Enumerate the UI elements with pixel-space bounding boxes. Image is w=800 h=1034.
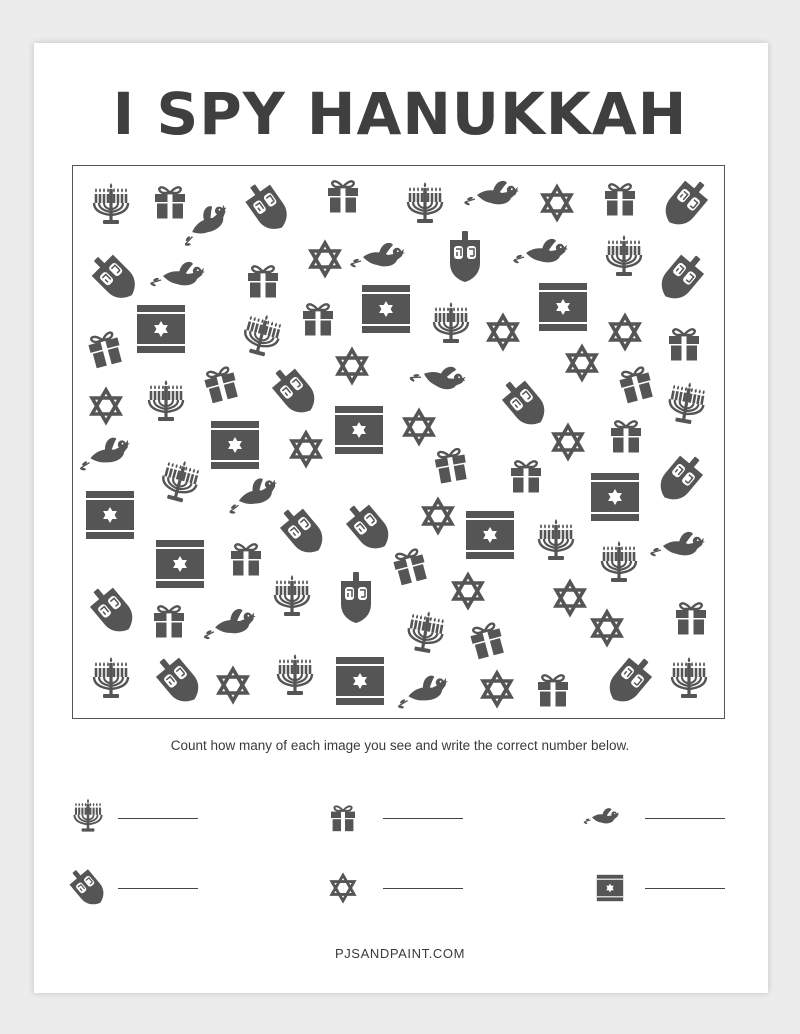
gift-icon (392, 548, 429, 586)
oil-box-icon (86, 491, 134, 539)
star-of-david-icon (593, 612, 621, 644)
menorah-icon (666, 379, 707, 425)
menorah-icon (149, 380, 183, 421)
menorah-icon (94, 183, 128, 224)
dreidel-icon (66, 866, 110, 910)
dove-icon (200, 606, 259, 640)
gift-icon (605, 184, 635, 216)
gift-icon (87, 331, 124, 369)
menorah-icon (434, 302, 468, 343)
dreidel-icon (240, 177, 294, 236)
i-spy-picture-grid (72, 165, 725, 719)
gift-icon (155, 187, 185, 219)
dove-icon (350, 243, 405, 268)
star-of-david-icon (568, 347, 596, 379)
oil-box-icon (466, 511, 514, 559)
gift-icon (321, 796, 365, 840)
dove-icon (513, 239, 568, 264)
star-of-david-icon (611, 316, 639, 348)
dreidel-icon (274, 502, 330, 560)
star-of-david-icon (405, 411, 433, 443)
menorah-icon (602, 541, 636, 582)
gift-icon (328, 181, 358, 213)
star-of-david-icon (454, 575, 482, 607)
dove-icon (650, 532, 705, 557)
gift-icon (676, 603, 706, 635)
answer-blank-line[interactable] (383, 888, 463, 889)
menorah-icon (275, 575, 309, 616)
dove-icon (74, 434, 134, 473)
menorah-icon (240, 310, 283, 358)
menorah-icon (672, 657, 706, 698)
i-spy-icons (73, 166, 724, 718)
dove-icon (583, 796, 627, 840)
oil-box-icon (591, 473, 639, 521)
dove-icon (408, 357, 468, 396)
dreidel-icon (266, 362, 322, 420)
gift-icon (248, 266, 278, 298)
menorah-icon (66, 796, 110, 840)
gift-icon (611, 421, 641, 453)
menorah-icon (408, 182, 442, 223)
dove-icon (464, 181, 519, 206)
star-of-david-icon (311, 243, 339, 275)
oil-box-icon (335, 406, 383, 454)
page-title: I SPY HANUKKAH (112, 80, 688, 148)
gift-icon (538, 675, 568, 707)
gift-icon (154, 606, 184, 638)
dreidel-icon (450, 231, 480, 282)
menorah-icon (539, 519, 573, 560)
menorah-icon (278, 654, 312, 695)
star-of-david-icon (338, 350, 366, 382)
menorah-icon (94, 657, 128, 698)
oil-box-icon (539, 283, 587, 331)
oil-box-icon (588, 866, 632, 910)
footer-website: PJSANDPAINT.COM (334, 946, 466, 961)
gift-icon (231, 544, 261, 576)
dreidel-icon (84, 581, 140, 639)
dreidel-icon (341, 572, 371, 623)
dove-icon (222, 473, 283, 515)
gift-icon (511, 461, 541, 493)
oil-box-icon (137, 305, 185, 353)
dreidel-icon (653, 449, 709, 507)
dreidel-icon (340, 498, 396, 556)
menorah-icon (607, 235, 641, 276)
dove-icon (392, 672, 452, 711)
star-of-david-icon (554, 426, 582, 458)
star-of-david-icon (489, 316, 517, 348)
star-of-david-icon (543, 187, 571, 219)
star-of-david-icon (292, 433, 320, 465)
answer-blank-line[interactable] (645, 818, 725, 819)
oil-box-icon (211, 421, 259, 469)
dreidel-icon (654, 248, 710, 306)
menorah-icon (405, 608, 446, 654)
star-of-david-icon (321, 866, 365, 910)
instruction-text: Count how many of each image you see and write the correct number below. (170, 738, 630, 753)
star-of-david-icon (92, 390, 120, 422)
dove-icon (150, 262, 205, 287)
gift-icon (303, 304, 333, 336)
oil-box-icon (336, 657, 384, 705)
dreidel-icon (496, 374, 552, 432)
dreidel-icon (602, 651, 658, 709)
gift-icon (669, 329, 699, 361)
answer-blank-line[interactable] (118, 818, 198, 819)
answer-blank-line[interactable] (645, 888, 725, 889)
dreidel-icon (150, 651, 206, 709)
gift-icon (618, 366, 655, 404)
star-of-david-icon (556, 582, 584, 614)
gift-icon (434, 448, 469, 484)
answer-blank-line[interactable] (118, 888, 198, 889)
gift-icon (469, 622, 506, 660)
star-of-david-icon (424, 500, 452, 532)
oil-box-icon (362, 285, 410, 333)
answer-blank-line[interactable] (383, 818, 463, 819)
gift-icon (203, 366, 240, 404)
dreidel-icon (658, 174, 714, 232)
menorah-icon (158, 456, 201, 504)
star-of-david-icon (219, 669, 247, 701)
oil-box-icon (156, 540, 204, 588)
star-of-david-icon (483, 673, 511, 705)
dreidel-icon (85, 248, 142, 305)
